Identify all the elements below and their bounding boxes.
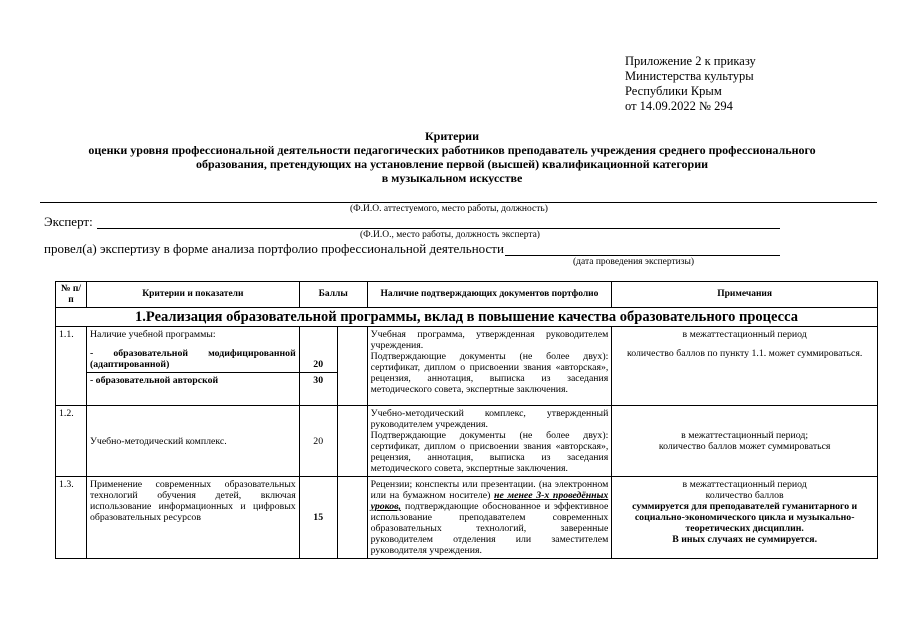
- docs-text: Учебная программа, утвержденная руководителем учреждения.: [370, 329, 609, 351]
- docs-text: Подтверждающие документы (не более двух): сертификат, диплом о присвоении звания «авторская», рецензия, аннотация, выписка из заседания методического совета, экспертные заключения.: [370, 430, 609, 474]
- title-line: образования, претендующих на установление первой (высшей) квалификационной категории: [195, 157, 709, 171]
- note-text: суммируется для преподавателей гуманитарного и социально-экономического цикла и музыкально-теоретических дисциплин.: [632, 501, 858, 534]
- row-number: 1.1.: [56, 327, 87, 406]
- section-title: 1.Реализация образовательной программы, вклад в повышение качества образовательного процесса: [56, 308, 878, 327]
- table-row: [56, 406, 878, 477]
- header-criteria: Критерии и показатели: [86, 282, 299, 308]
- title-rule: [40, 202, 877, 203]
- fio-attested-caption: (Ф.И.О. аттестуемого, место работы, должность): [350, 204, 548, 214]
- points-extra-cell: [337, 406, 367, 477]
- docs-text: подтверждающие обоснованное и эффективное использование преподавателем современных образовательных технологий, заверенные руководителем отделения или заместителем руководителя учреждения.: [370, 501, 609, 556]
- expert-fill-line[interactable]: [97, 228, 780, 229]
- criteria-sub-item: - образовательной авторской: [86, 373, 299, 406]
- row-number: 1.2.: [56, 406, 87, 477]
- annex-line: Республики Крым: [625, 84, 722, 98]
- row-docs: [367, 406, 612, 477]
- docs-text: Учебно-методический комплекс, утвержденный руководителем учреждения.: [370, 408, 609, 430]
- row-criteria: Учебно-методический комплекс.: [86, 406, 299, 477]
- docs-text: Рецензии; конспекты или презентации. (на электронном или на бумажном носителе): [370, 479, 609, 501]
- fio-expert-caption: (Ф.И.О., место работы, должность эксперта): [360, 230, 540, 240]
- date-caption: (дата проведения экспертизы): [573, 257, 695, 267]
- annex-line: от 14.09.2022 № 294: [625, 99, 733, 113]
- row-notes: [612, 477, 878, 559]
- row-number: 1.3.: [56, 477, 87, 559]
- title-line: Критерии: [424, 129, 479, 143]
- row-docs: [367, 327, 612, 406]
- row-notes: [612, 327, 878, 406]
- table-row: [56, 477, 878, 559]
- criteria-sub-item: - образовательной модифицированной (адаптированной): [89, 348, 296, 370]
- note-text: в межаттестационный период: [682, 329, 807, 340]
- row-criteria: [86, 327, 299, 373]
- row-criteria: Применение современных образовательных технологий обучения детей, включая использование информационных и цифровых образовательных ресурсов: [86, 477, 299, 559]
- row-points: 15: [299, 477, 337, 559]
- annex-line: Министерства культуры: [625, 69, 754, 83]
- criteria-intro: Наличие учебной программы:: [89, 329, 216, 340]
- title-line: оценки уровня профессиональной деятельности педагогических работников преподаватель учреждения среднего профессионального: [88, 143, 816, 157]
- note-text: в межаттестационный период: [682, 479, 807, 490]
- note-text: количество баллов по пункту 1.1. может суммироваться.: [627, 348, 863, 359]
- docs-text: Подтверждающие документы (не более двух): сертификат, диплом о присвоении звания «авторская», рецензия, аннотация, выписка из заседания методического совета, экспертные заключения.: [370, 351, 609, 395]
- docs-emphasis: не менее 3-х проведённых уроков,: [370, 490, 609, 512]
- expert-label: Эксперт:: [44, 214, 93, 229]
- note-text: количество баллов: [705, 490, 784, 501]
- note-text: количество баллов может суммироваться: [658, 441, 831, 452]
- header-notes: Примечания: [612, 282, 878, 308]
- note-text: В иных случаях не суммируется.: [672, 534, 818, 545]
- note-text: в межаттестационный период;: [681, 430, 809, 441]
- row-docs: [367, 477, 612, 559]
- points-extra-cell: [337, 327, 367, 406]
- criteria-table: [55, 281, 878, 559]
- points-extra-cell: [337, 477, 367, 559]
- date-fill-line[interactable]: [505, 255, 780, 256]
- header-docs: Наличие подтверждающих документов портфолио: [367, 282, 612, 308]
- table-row: [56, 327, 878, 373]
- header-num: № п/п: [56, 282, 87, 308]
- row-points: 30: [299, 373, 337, 406]
- row-notes: [612, 406, 878, 477]
- row-points: 20: [299, 406, 337, 477]
- title-line: в музыкальном искусстве: [381, 171, 523, 185]
- row-points: 20: [299, 327, 337, 373]
- section-row: [56, 308, 878, 327]
- header-points: Баллы: [299, 282, 367, 308]
- table-header-row: [56, 282, 878, 308]
- annex-block: [625, 54, 756, 114]
- document-title: [40, 129, 864, 185]
- expertise-label: провел(а) экспертизу в форме анализа портфолио профессиональной деятельности: [44, 241, 504, 256]
- annex-line: Приложение 2 к приказу: [625, 54, 756, 68]
